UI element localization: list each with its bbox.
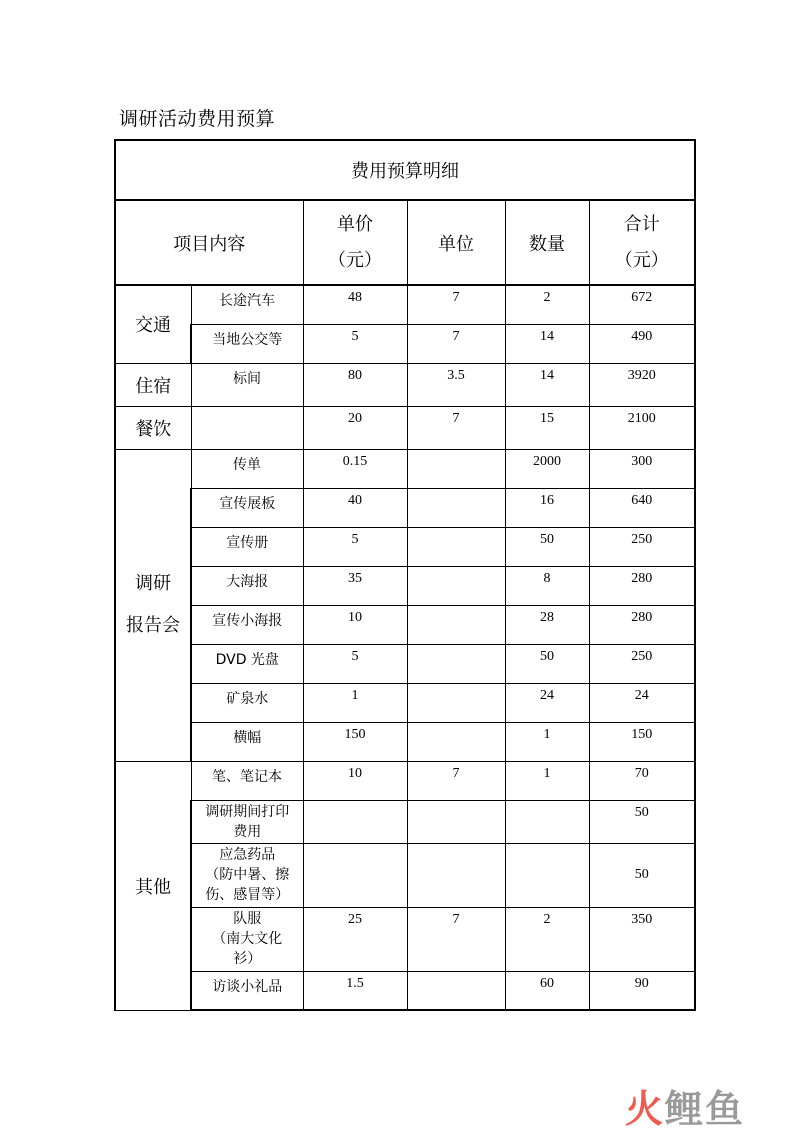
table-row xyxy=(115,907,695,971)
qty-cell: 16 xyxy=(505,488,589,527)
price-cell: 150 xyxy=(303,722,407,761)
item-line: 伤、感冒等） xyxy=(205,886,290,903)
total-cell: 640 xyxy=(589,488,695,527)
total-cell: 350 xyxy=(589,907,695,971)
unit-cell: 7 xyxy=(407,324,505,363)
price-cell: 1.5 xyxy=(303,971,407,1010)
header-item: 项目内容 xyxy=(115,200,303,285)
qty-cell: 14 xyxy=(505,363,589,406)
item-cell: 宣传小海报 xyxy=(191,605,303,644)
qty-cell: 2000 xyxy=(505,449,589,488)
table-row xyxy=(115,488,695,527)
unit-cell: 3.5 xyxy=(407,363,505,406)
unit-cell xyxy=(407,449,505,488)
price-cell: 5 xyxy=(303,324,407,363)
table-row xyxy=(115,800,695,843)
header-total-unit: （元） xyxy=(614,249,669,271)
price-cell: 20 xyxy=(303,406,407,449)
header-unit-price-unit: （元） xyxy=(328,249,382,271)
watermark-part2: 鲤鱼 xyxy=(665,1087,746,1131)
item-cell: 标间 xyxy=(191,363,303,406)
price-cell xyxy=(303,843,407,907)
category-report-line1: 调研 xyxy=(135,573,171,594)
category-transport: 交通 xyxy=(115,285,191,363)
unit-cell: 7 xyxy=(407,761,505,800)
unit-cell xyxy=(407,971,505,1010)
price-cell: 35 xyxy=(303,566,407,605)
price-cell: 10 xyxy=(303,605,407,644)
price-cell: 1 xyxy=(303,683,407,722)
item-line: （防中暑、擦 xyxy=(205,866,290,883)
unit-cell xyxy=(407,527,505,566)
item-line: （南大文化 xyxy=(212,930,283,947)
unit-cell: 7 xyxy=(407,406,505,449)
unit-cell xyxy=(407,843,505,907)
price-cell: 5 xyxy=(303,527,407,566)
unit-cell xyxy=(407,683,505,722)
header-unit: 单位 xyxy=(407,200,505,285)
unit-cell xyxy=(407,722,505,761)
qty-cell: 8 xyxy=(505,566,589,605)
item-cell xyxy=(191,843,303,907)
qty-cell: 50 xyxy=(505,527,589,566)
qty-cell: 2 xyxy=(505,907,589,971)
total-cell: 490 xyxy=(589,324,695,363)
total-cell: 70 xyxy=(589,761,695,800)
qty-cell: 14 xyxy=(505,324,589,363)
unit-cell xyxy=(407,800,505,843)
unit-cell xyxy=(407,566,505,605)
qty-cell: 24 xyxy=(505,683,589,722)
header-total xyxy=(589,200,695,285)
table-row xyxy=(115,363,695,406)
table-row xyxy=(115,566,695,605)
table-row xyxy=(115,971,695,1010)
table-row xyxy=(115,722,695,761)
price-cell: 48 xyxy=(303,285,407,324)
unit-cell xyxy=(407,605,505,644)
table-row xyxy=(115,843,695,907)
total-cell: 2100 xyxy=(589,406,695,449)
price-cell: 0.15 xyxy=(303,449,407,488)
table-row xyxy=(115,644,695,683)
item-cell: DVD 光盘 xyxy=(191,644,303,683)
category-other: 其他 xyxy=(115,761,191,1010)
unit-cell: 7 xyxy=(407,907,505,971)
price-cell: 10 xyxy=(303,761,407,800)
category-report-meeting xyxy=(115,449,191,761)
qty-cell: 1 xyxy=(505,722,589,761)
qty-cell xyxy=(505,800,589,843)
qty-cell xyxy=(505,843,589,907)
item-cell: 笔、笔记本 xyxy=(191,761,303,800)
table-caption: 费用预算明细 xyxy=(115,140,695,200)
table-row xyxy=(115,605,695,644)
item-cell: 大海报 xyxy=(191,566,303,605)
header-total-label: 合计 xyxy=(623,213,660,235)
qty-cell: 15 xyxy=(505,406,589,449)
table-row xyxy=(115,285,695,324)
budget-table xyxy=(114,139,696,1011)
total-cell: 280 xyxy=(589,566,695,605)
item-cell: 当地公交等 xyxy=(191,324,303,363)
total-cell: 90 xyxy=(589,971,695,1010)
item-cell xyxy=(191,800,303,843)
item-line: 费用 xyxy=(233,823,262,840)
category-dining: 餐饮 xyxy=(115,406,191,449)
qty-cell: 2 xyxy=(505,285,589,324)
item-cell: 矿泉水 xyxy=(191,683,303,722)
header-quantity: 数量 xyxy=(505,200,589,285)
item-cell xyxy=(191,907,303,971)
item-cell: 长途汽车 xyxy=(191,285,303,324)
item-cell: 宣传展板 xyxy=(191,488,303,527)
table-row xyxy=(115,761,695,800)
qty-cell: 1 xyxy=(505,761,589,800)
price-cell: 80 xyxy=(303,363,407,406)
item-cell: 宣传册 xyxy=(191,527,303,566)
watermark-part1: 火 xyxy=(625,1087,666,1131)
item-line: 调研期间打印 xyxy=(205,803,290,820)
item-line: 队服 xyxy=(233,910,262,927)
price-cell: 5 xyxy=(303,644,407,683)
item-cell: 横幅 xyxy=(191,722,303,761)
item-cell: 传单 xyxy=(191,449,303,488)
total-cell: 3920 xyxy=(589,363,695,406)
qty-cell: 60 xyxy=(505,971,589,1010)
table-row xyxy=(115,683,695,722)
unit-cell xyxy=(407,488,505,527)
qty-cell: 28 xyxy=(505,605,589,644)
item-line: 应急药品 xyxy=(219,846,276,863)
header-unit-price xyxy=(303,200,407,285)
category-report-line2: 报告会 xyxy=(126,615,180,636)
price-cell: 40 xyxy=(303,488,407,527)
unit-cell: 7 xyxy=(407,285,505,324)
watermark-logo xyxy=(625,1078,745,1133)
total-cell: 250 xyxy=(589,644,695,683)
total-cell: 250 xyxy=(589,527,695,566)
total-cell: 672 xyxy=(589,285,695,324)
document-title: 调研活动费用预算 xyxy=(119,108,276,130)
table-row xyxy=(115,527,695,566)
total-cell: 300 xyxy=(589,449,695,488)
total-cell: 280 xyxy=(589,605,695,644)
table-row xyxy=(115,449,695,488)
table-row xyxy=(115,324,695,363)
total-cell: 50 xyxy=(589,843,695,907)
item-line: 衫） xyxy=(233,950,262,967)
table-row xyxy=(115,406,695,449)
item-cell xyxy=(191,406,303,449)
price-cell xyxy=(303,800,407,843)
price-cell: 25 xyxy=(303,907,407,971)
header-unit-price-label: 单价 xyxy=(337,213,373,235)
qty-cell: 50 xyxy=(505,644,589,683)
total-cell: 24 xyxy=(589,683,695,722)
item-cell: 访谈小礼品 xyxy=(191,971,303,1010)
category-lodging: 住宿 xyxy=(115,363,191,406)
total-cell: 150 xyxy=(589,722,695,761)
unit-cell xyxy=(407,644,505,683)
total-cell: 50 xyxy=(589,800,695,843)
